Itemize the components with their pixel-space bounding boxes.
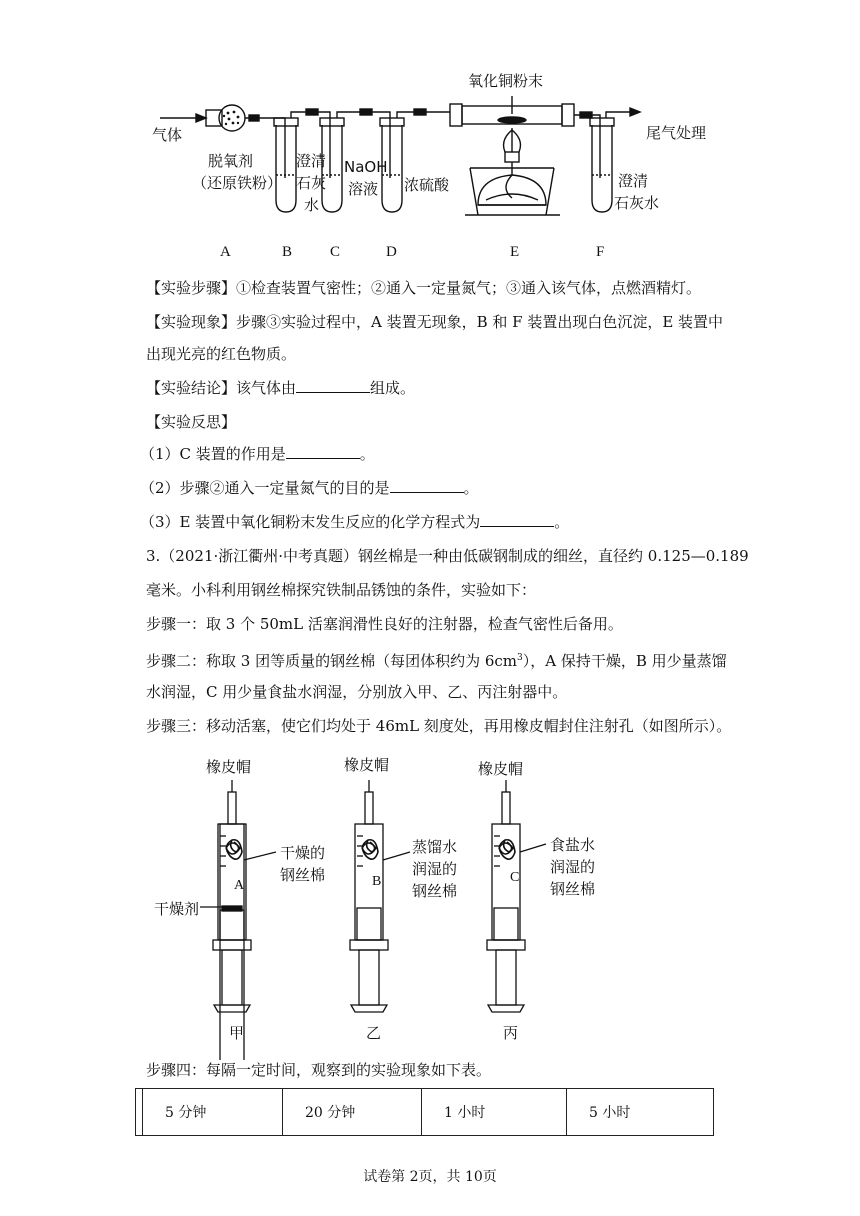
conclusion xyxy=(146,378,415,398)
b-label-1: 澄清 xyxy=(296,152,327,170)
cap-label-jia: 橡皮帽 xyxy=(206,758,252,776)
c-label-2: 溶液 xyxy=(348,180,379,198)
answer-blank-q1[interactable] xyxy=(286,444,360,459)
name-yi: 乙 xyxy=(366,1024,382,1042)
c2-label-1: 食盐水 xyxy=(550,836,596,854)
letter-b: B xyxy=(282,244,293,260)
superscript-3: 3 xyxy=(517,653,523,663)
page-footer: 试卷第 2页，共 10页 xyxy=(363,1169,497,1185)
question-3-end: 。 xyxy=(554,513,570,531)
apparatus-diagram xyxy=(0,0,860,270)
table-header-cell-0 xyxy=(136,1089,143,1136)
desiccant-label: 干燥剂 xyxy=(154,900,200,918)
letter-c: C xyxy=(330,244,341,260)
question-2 xyxy=(140,478,479,498)
letter-e: E xyxy=(510,244,520,260)
step-two-text: 步骤二：称取 3 团等质量的钢丝棉（每团体积约为 6cm xyxy=(146,652,518,670)
question-2-text: （2）步骤②通入一定量氮气的目的是 xyxy=(140,479,390,497)
step-three: 步骤三：移动活塞，使它们均处于 46mL 刻度处，再用橡皮帽封住注射孔（如图所示）。 xyxy=(146,717,732,735)
step-two-text-cont: ），A 保持干燥，B 用少量蒸馏 xyxy=(522,652,727,670)
deoxidizer-sub-label: （还原铁粉） xyxy=(192,174,283,192)
question-1-text: （1）C 装置的作用是 xyxy=(140,445,286,463)
step-one: 步骤一：取 3 个 50mL 活塞润滑性良好的注射器，检查气密性后备用。 xyxy=(146,615,623,633)
gas-label: 气体 xyxy=(152,126,183,144)
question-1 xyxy=(140,444,375,464)
name-jia: 甲 xyxy=(229,1024,245,1042)
syringe-jia xyxy=(200,780,276,1060)
syringe-letter-c: C xyxy=(510,870,520,885)
question-2-end: 。 xyxy=(463,479,479,497)
phenomena-line-2: 出现光亮的红色物质。 xyxy=(146,345,297,363)
table-header-row xyxy=(136,1089,714,1136)
question-1-end: 。 xyxy=(359,445,375,463)
question-3-text: （3）E 装置中氧化铜粉末发生反应的化学方程式为 xyxy=(140,513,481,531)
answer-blank-conclusion[interactable] xyxy=(296,378,370,393)
b2-label-1: 蒸馏水 xyxy=(412,838,458,856)
reflection-heading: 【实验反思】 xyxy=(146,413,237,431)
syringe-letter-a: A xyxy=(234,878,245,893)
cap-label-yi: 橡皮帽 xyxy=(344,756,390,774)
table-header-cell-4: 5 小时 xyxy=(567,1089,714,1136)
conclusion-end: 组成。 xyxy=(370,379,416,397)
step-four: 步骤四：每隔一定时间，观察到的实验现象如下表。 xyxy=(146,1061,492,1079)
letter-a: A xyxy=(220,244,231,260)
syringe-bing xyxy=(487,780,546,1012)
table-header-cell-2: 20 分钟 xyxy=(283,1089,422,1136)
syringe-yi xyxy=(350,780,410,1012)
b-label-2: 石灰 xyxy=(296,174,327,192)
question-3 xyxy=(140,512,569,532)
f-label-2: 石灰水 xyxy=(614,194,660,212)
step-two-line-2: 水润湿，C 用少量食盐水润湿，分别放入甲、乙、丙注射器中。 xyxy=(146,683,568,701)
a-label-1: 干燥的 xyxy=(280,844,326,862)
deoxidizer-label: 脱氧剂 xyxy=(208,152,254,170)
d-label: 浓硫酸 xyxy=(404,176,450,194)
cuo-label: 氧化铜粉末 xyxy=(468,72,544,90)
syringe-letter-b: B xyxy=(372,874,382,889)
a-label-2: 钢丝棉 xyxy=(280,866,326,884)
b2-label-3: 钢丝棉 xyxy=(412,882,458,900)
table-header-cell-3: 1 小时 xyxy=(422,1089,567,1136)
step-two-line-1 xyxy=(146,648,727,671)
table-header-cell-1: 5 分钟 xyxy=(143,1089,283,1136)
c-label-1: NaOH xyxy=(344,158,388,176)
cap-label-bing: 橡皮帽 xyxy=(478,760,524,778)
c2-label-3: 钢丝棉 xyxy=(550,880,596,898)
tail-gas-label: 尾气处理 xyxy=(646,124,707,142)
conclusion-text: 【实验结论】该气体由 xyxy=(146,379,297,397)
b-label-3: 水 xyxy=(304,196,320,214)
b2-label-2: 润湿的 xyxy=(412,860,458,878)
name-bing: 丙 xyxy=(503,1024,519,1042)
answer-blank-q2[interactable] xyxy=(390,478,464,493)
problem-3-line-1: 3.（2021·浙江衢州·中考真题）钢丝棉是一种由低碳钢制成的细丝，直径约 0.125—0.189 xyxy=(146,547,749,565)
letter-f: F xyxy=(596,244,605,260)
experiment-steps: 【实验步骤】①检查装置气密性；②通入一定量氮气；③通入该气体，点燃酒精灯。 xyxy=(146,279,702,297)
observation-table xyxy=(135,1088,714,1136)
problem-3-line-2: 毫米。小科利用钢丝棉探究铁制品锈蚀的条件，实验如下： xyxy=(146,581,537,599)
answer-blank-q3[interactable] xyxy=(480,512,554,527)
f-label-1: 澄清 xyxy=(618,172,649,190)
phenomena-line-1: 【实验现象】步骤③实验过程中，A 装置无现象，B 和 F 装置出现白色沉淀，E 装置中 xyxy=(146,313,724,331)
letter-d: D xyxy=(386,244,397,260)
c2-label-2: 润湿的 xyxy=(550,858,596,876)
